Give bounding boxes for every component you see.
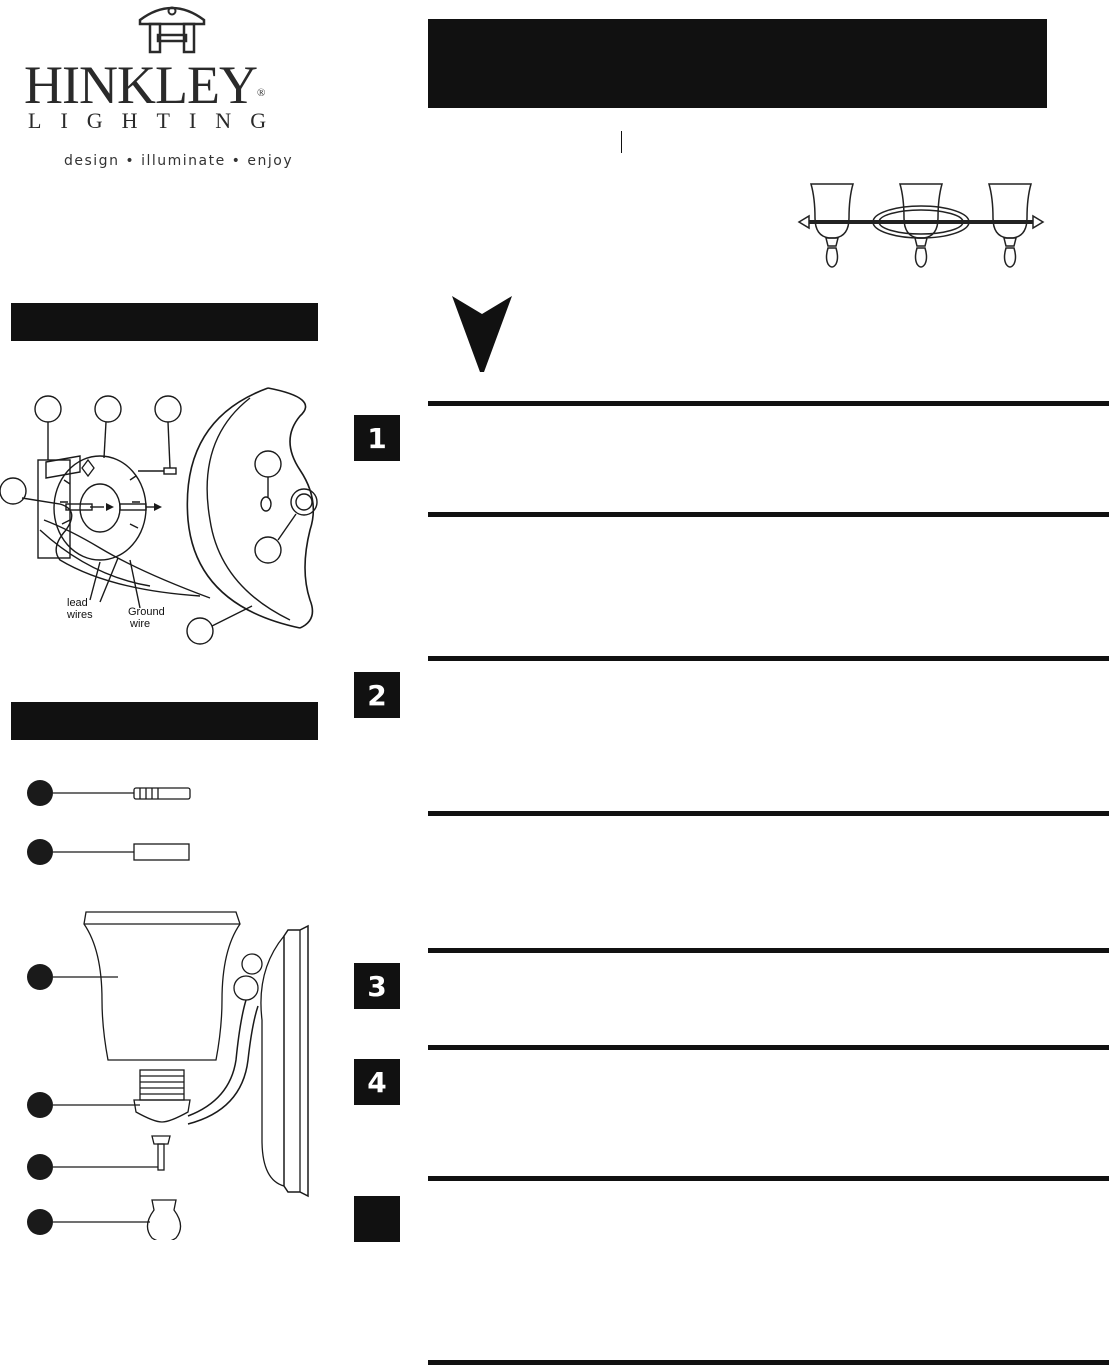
- brand-sub: LIGHTING: [28, 108, 286, 133]
- brand-logo: [22, 0, 322, 180]
- section-rule-3: [428, 656, 1109, 661]
- ground-wire-label: Ground wire: [128, 606, 165, 630]
- logo-emblem-icon: [136, 2, 208, 54]
- step-badge-3: 3: [354, 963, 400, 1009]
- lead-wires-label: lead wires: [67, 597, 93, 621]
- section-rule-6: [428, 1045, 1109, 1050]
- step-badge-2: 2: [354, 672, 400, 718]
- step-badge-1: 1: [354, 415, 400, 461]
- section-rule-8: [428, 1360, 1109, 1365]
- section-rule-1: [428, 401, 1109, 406]
- step-badge-4: 4: [354, 1059, 400, 1105]
- wiring-diagram: [0, 380, 330, 650]
- title-bar: [428, 19, 1047, 108]
- section-bar-parts: [11, 702, 318, 740]
- section-rule-7: [428, 1176, 1109, 1181]
- section-rule-4: [428, 811, 1109, 816]
- section-bar-wiring: [11, 303, 318, 341]
- parts-diagram: [0, 760, 330, 1240]
- model-divider: [621, 131, 622, 153]
- section-rule-2: [428, 512, 1109, 517]
- brand-tagline: design • illuminate • enjoy: [64, 153, 294, 169]
- fixture-illustration: [795, 178, 1047, 278]
- down-arrow-icon: [452, 296, 512, 372]
- section-rule-5: [428, 948, 1109, 953]
- brand-name: HINKLEY®: [24, 55, 265, 115]
- step-badge-5: [354, 1196, 400, 1242]
